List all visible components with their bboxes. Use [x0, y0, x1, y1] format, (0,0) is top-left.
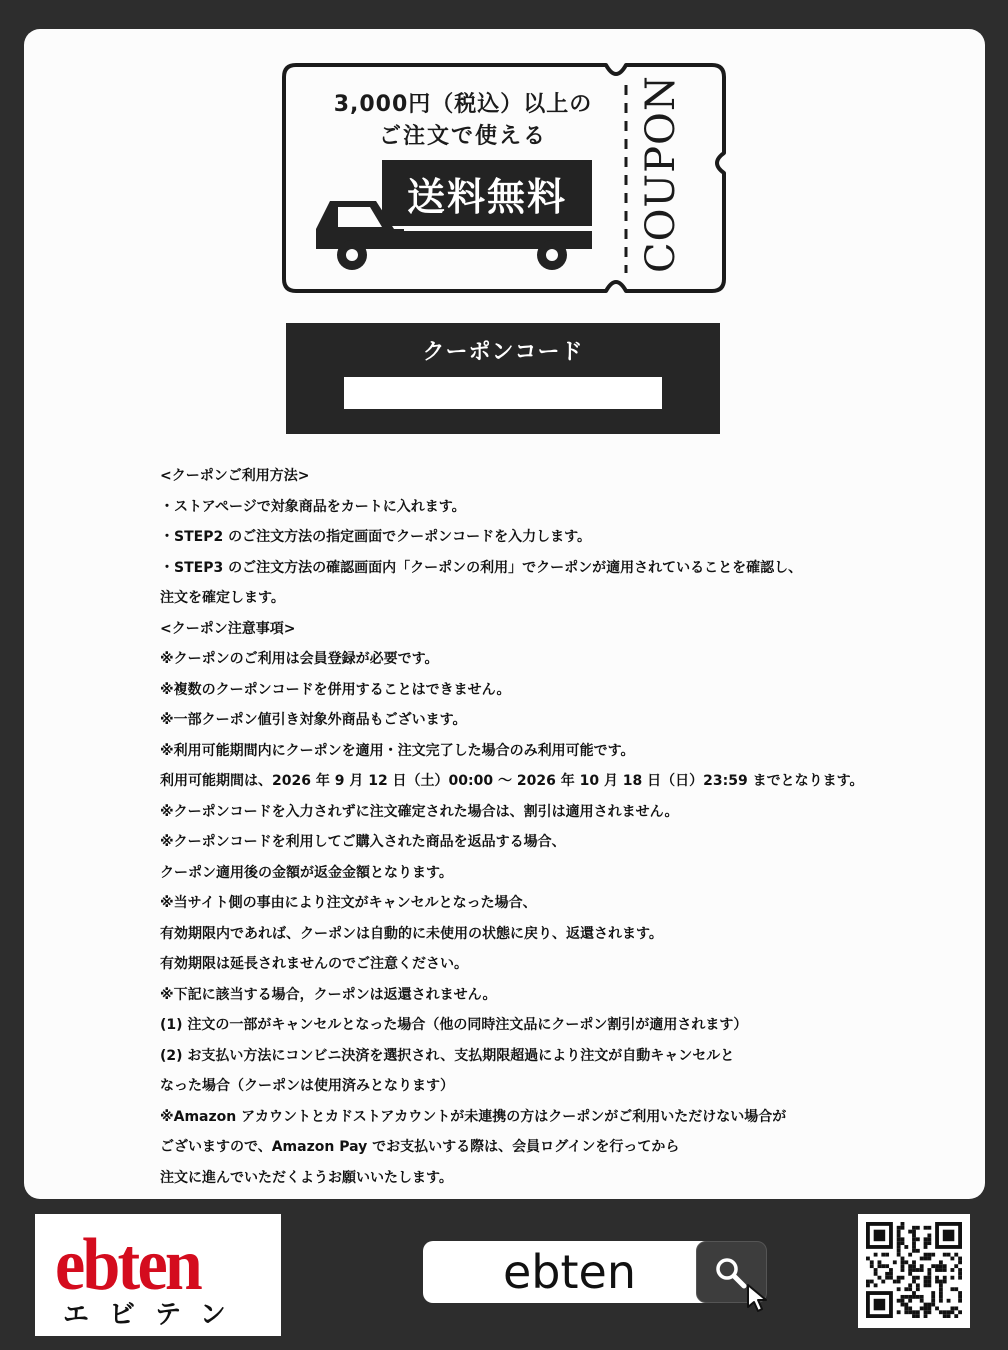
instruction-line: なった場合（クーポンは使用済みとなります）: [160, 1078, 454, 1094]
instruction-line: 注文を確定します。: [160, 590, 285, 606]
instruction-line: (2) お支払い方法にコンビニ決済を選択され、支払期限超過により注文が自動キャンセルと: [160, 1047, 735, 1064]
coupon-condition-line2: ご注文で使える: [378, 124, 547, 149]
instruction-line: ・STEP2 のご注文方法の指定画面でクーポンコードを入力します。: [160, 529, 591, 545]
cursor-icon: [746, 1283, 770, 1313]
instruction-line: <クーポン注意事項>: [160, 620, 296, 637]
instruction-line: ※クーポンコードを利用してご購入された商品を返品する場合、: [160, 834, 566, 850]
coupon-ticket: [282, 63, 728, 293]
instruction-line: <クーポンご利用方法>: [160, 468, 310, 484]
coupon-code-title: クーポンコード: [422, 340, 584, 365]
instruction-line: 有効期限は延長されませんのでご注意ください。: [160, 956, 468, 972]
instruction-line: ※下記に該当する場合，クーポンは返還されません。: [160, 986, 497, 1003]
search-input[interactable]: [423, 1241, 723, 1303]
instruction-line: クーポン適用後の金額が返金金額となります。: [160, 864, 453, 881]
instruction-line: 有効期限内であれば、クーポンは自動的に未使用の状態に戻り、返還されます。: [160, 925, 663, 942]
instruction-line: ございますので、Amazon Pay でお支払いする際は、会員ログインを行ってから: [160, 1139, 680, 1155]
search-bar: [423, 1241, 767, 1303]
instruction-line: ※当サイト側の事由により注文がキャンセルとなった場合、: [160, 895, 537, 911]
instruction-line: ※Amazon アカウントとカドストアカウントが未連携の方はクーポンがご利用いただけない場合が: [160, 1108, 787, 1125]
coupon-condition-line1: 3,000円（税込）以上の: [333, 92, 593, 117]
usage-instructions: [160, 461, 970, 1193]
ebten-logo[interactable]: [35, 1214, 281, 1336]
instruction-line: ・STEP3 のご注文方法の確認画面内「クーポンの利用」でクーポンが適用されていることを確認し、: [160, 559, 803, 576]
logo-wordmark: ebten: [55, 1224, 201, 1306]
coupon-card: [24, 29, 985, 1199]
instruction-line: (1) 注文の一部がキャンセルとなった場合（他の同時注文品にクーポン割引が適用されます）: [160, 1017, 748, 1033]
instruction-line: ※利用可能期間内にクーポンを適用・注文完了した場合のみ利用可能です。: [160, 742, 635, 759]
coupon-label: COUPON: [638, 75, 684, 273]
coupon-code-field[interactable]: [344, 377, 662, 409]
coupon-code-box: [286, 323, 720, 434]
instruction-line: ※一部クーポン値引き対象外商品もございます。: [160, 712, 467, 728]
instruction-line: ※クーポンコードを入力されずに注文確定された場合は、割引は適用されません。: [160, 803, 679, 820]
instruction-line: ※複数のクーポンコードを併用することはできません。: [160, 681, 511, 698]
instruction-line: 利用可能期間は、2026 年 9 月 12 日（土）00:00 ～ 2026 年 10 月 18 日（日）23:59 までとなります。: [160, 773, 864, 789]
qr-code-icon: [866, 1222, 962, 1320]
instruction-line: 注文に進んでいただくようお願いいたします。: [160, 1169, 453, 1186]
logo-kana: エビテン: [63, 1300, 246, 1330]
instruction-line: ・ストアページで対象商品をカートに入れます。: [160, 498, 466, 515]
free-shipping-badge: 送料無料: [382, 160, 592, 226]
qr-code[interactable]: [858, 1214, 970, 1328]
instruction-line: ※クーポンのご利用は会員登録が必要です。: [160, 651, 439, 667]
